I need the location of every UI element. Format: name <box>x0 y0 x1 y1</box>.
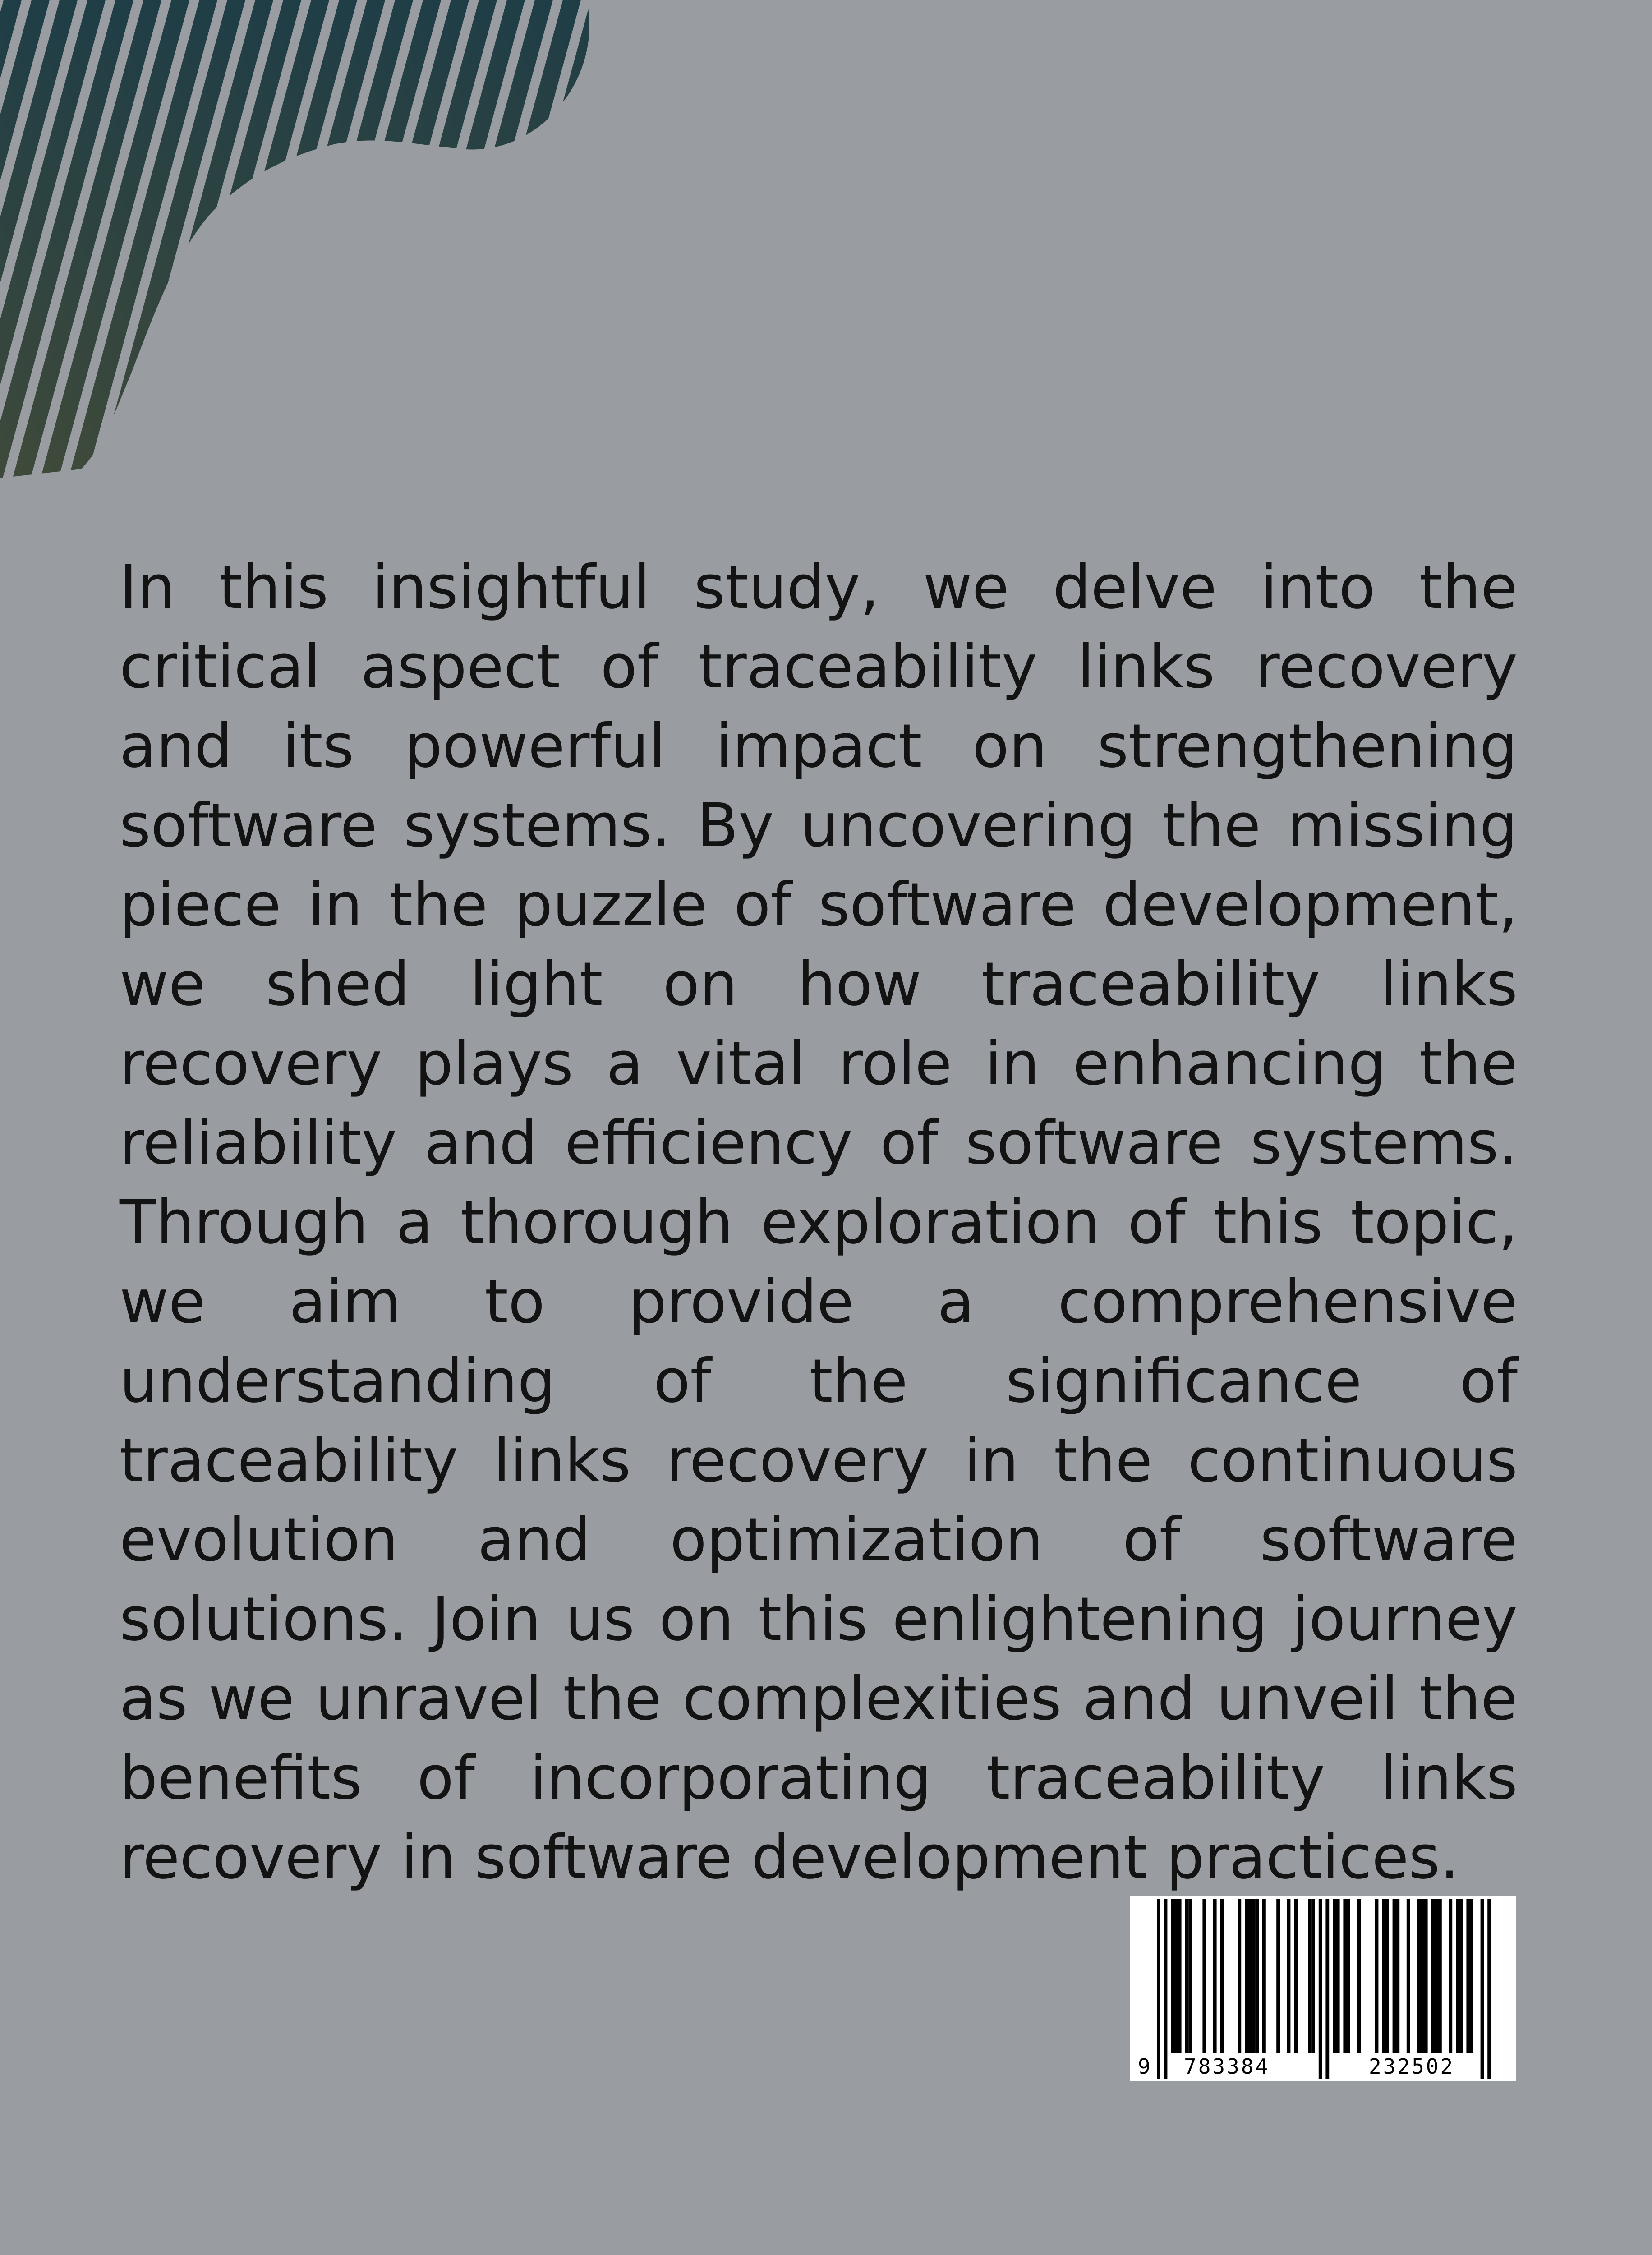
barcode-bar <box>1417 1899 1421 2053</box>
barcode-bar <box>1188 1899 1192 2053</box>
wave-stripe <box>404 0 553 478</box>
barcode-bar <box>1248 1899 1252 2053</box>
wave-stripe <box>264 0 413 478</box>
wave-stripe <box>180 0 329 478</box>
barcode-bar <box>1164 1899 1168 2079</box>
barcode-bar <box>1185 1899 1188 2053</box>
barcode-right-digits: 232502 <box>1369 2054 1455 2079</box>
wave-stripe <box>292 0 441 478</box>
striped-wave-graphic <box>0 0 595 478</box>
barcode-bar <box>1333 1899 1336 2053</box>
barcode-bar <box>1157 1899 1160 2079</box>
barcode-bar <box>1252 1899 1256 2053</box>
barcode-lead-digit: 9 <box>1138 2054 1152 2079</box>
barcode-bar <box>1421 1899 1424 2053</box>
barcode-bar <box>1424 1899 1428 2053</box>
barcode-bar <box>1347 1899 1350 2053</box>
barcode-bar <box>1287 1899 1291 2053</box>
barcode-bar <box>1276 1899 1280 2053</box>
barcode-bar <box>1174 1899 1178 2053</box>
wave-stripe <box>376 0 525 478</box>
barcode-bar <box>1449 1899 1452 2053</box>
wave-stripe <box>236 0 385 478</box>
barcode-bar <box>1393 1899 1396 2053</box>
barcode-bar <box>1308 1899 1311 2053</box>
barcode-bar <box>1470 1899 1473 2053</box>
barcode-bar <box>1407 1899 1410 2053</box>
barcode-bar <box>1325 1899 1329 2079</box>
barcode-bar <box>1435 1899 1438 2053</box>
barcode-bar <box>1343 1899 1347 2053</box>
barcode-bar <box>1202 1899 1206 2053</box>
barcode-bar <box>1220 1899 1224 2053</box>
barcode-bar <box>1238 1899 1241 2053</box>
barcode-bar <box>1375 1899 1379 2053</box>
barcode-bar <box>1456 1899 1459 2053</box>
barcode-bar <box>1213 1899 1217 2053</box>
barcode-bar <box>1336 1899 1340 2053</box>
isbn-barcode <box>1130 1896 1516 2081</box>
barcode-bar <box>1487 1899 1491 2079</box>
barcode-bar <box>1178 1899 1182 2053</box>
barcode-bar <box>1459 1899 1463 2053</box>
wave-stripe <box>208 0 357 478</box>
barcode-bar <box>1466 1899 1470 2053</box>
barcode-bar <box>1319 1899 1322 2079</box>
back-cover-blurb: In this insightful study, we delve into the critical aspect of traceability links recovery and its powerful impact on strengthening software systems. By uncovering the missing piece in the puzzle of software development, we shed light on how traceability links recovery plays a vital role in enhancing the reliability and efficiency of software systems. Through a thorough exploration of this topic, we aim to provide a comprehensive understanding of the significance of traceability links recovery in the continuous evolution and optimization of software solutions. Join us on this enlightening journey as we unravel the complexities and unveil the benefits of incorporating traceability links recovery in software development practices. <box>120 553 1518 1892</box>
barcode-bar <box>1294 1899 1298 2053</box>
barcode-bar <box>1438 1899 1442 2053</box>
barcode-bar <box>1431 1899 1435 2053</box>
barcode-bar <box>1245 1899 1248 2053</box>
wave-stripe <box>320 0 469 478</box>
barcode-bar <box>1396 1899 1399 2053</box>
barcode-bar <box>1311 1899 1315 2053</box>
barcode-bar <box>1171 1899 1174 2053</box>
barcode-bar <box>1382 1899 1385 2053</box>
barcode-bar <box>1357 1899 1361 2053</box>
wave-stripe <box>348 0 497 478</box>
barcode-left-digits: 783384 <box>1184 2054 1270 2079</box>
barcode-bar <box>1481 1899 1484 2079</box>
wave-stripe <box>432 0 581 478</box>
barcode-bar <box>1385 1899 1389 2053</box>
barcode-bar <box>1262 1899 1266 2053</box>
barcode-bar <box>1255 1899 1259 2053</box>
